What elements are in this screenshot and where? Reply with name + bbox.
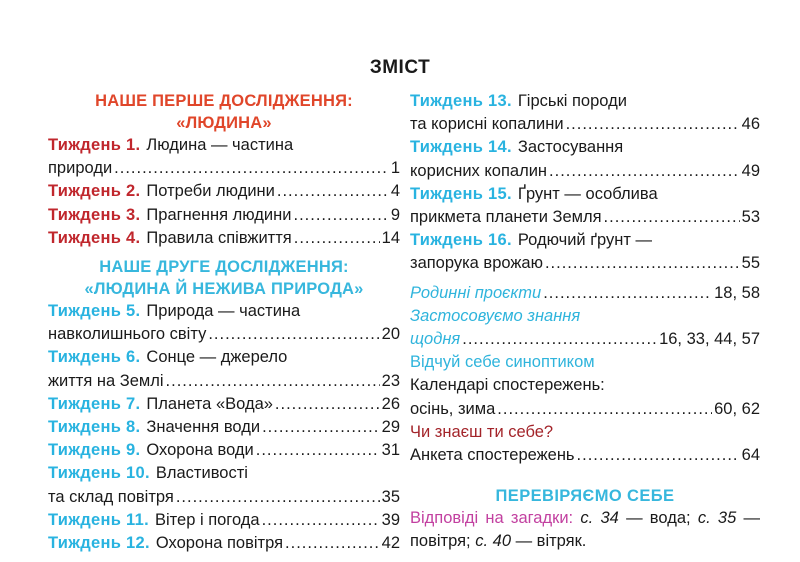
leader-dots — [294, 227, 380, 250]
entry-title: Властивості — [155, 464, 248, 483]
toc-entry-week-4[interactable] — [48, 227, 400, 250]
page-numbers: 18, 58 — [714, 283, 760, 302]
leader-dots — [277, 180, 389, 203]
toc-entry-week-10[interactable] — [48, 462, 400, 508]
page-number: 9 — [390, 205, 400, 224]
leader-dots — [293, 204, 388, 227]
entry-title: Потреби людини — [146, 182, 275, 201]
toc-entry-family-projects[interactable] — [410, 282, 760, 305]
entry-title: Відчуй себе синоптиком — [410, 353, 595, 372]
toc-entry-week-5[interactable] — [48, 300, 400, 346]
week-label: Тиждень 12. — [48, 534, 150, 553]
week-label: Тиждень 4. — [48, 228, 141, 247]
entry-title-cont: природи — [48, 159, 113, 178]
page-number: 1 — [390, 159, 400, 178]
toc-entry-week-13[interactable] — [410, 90, 760, 136]
entry-title-cont: запорука врожаю — [410, 254, 543, 273]
toc-entry-week-16[interactable] — [410, 229, 760, 275]
toc-entry-week-15[interactable] — [410, 183, 760, 229]
entry-title: Сонце — джерело — [146, 348, 288, 367]
entry-title: Ґрунт — особлива — [517, 184, 658, 203]
section-heading-1-line1: НАШЕ ПЕРШЕ ДОСЛІДЖЕННЯ: — [95, 92, 353, 110]
page-number: 4 — [390, 182, 400, 201]
toc-left-column — [48, 90, 400, 555]
answers-label: Відповіді на загадки: — [410, 509, 574, 528]
week-label: Тиждень 8. — [48, 418, 141, 437]
page-number: 64 — [741, 446, 760, 465]
entry-title: Правила співжиття — [146, 228, 292, 247]
entry-title: Значення води — [146, 418, 261, 437]
leader-dots — [604, 206, 740, 229]
leader-dots — [497, 398, 712, 421]
leader-dots — [462, 328, 657, 351]
leader-dots — [166, 370, 380, 393]
toc-entry-calendars[interactable] — [410, 374, 760, 420]
leader-dots — [208, 323, 379, 346]
toc-entry-week-8[interactable] — [48, 416, 400, 439]
toc-entry-survey[interactable] — [410, 444, 760, 467]
section-heading-2-line2: «ЛЮДИНА Й НЕЖИВА ПРИРОДА» — [84, 280, 364, 299]
leader-dots — [577, 444, 740, 467]
week-label: Тиждень 16. — [410, 231, 512, 250]
entry-title-cont: та склад повітря — [48, 487, 174, 506]
toc-right-column — [410, 90, 760, 554]
answer-3: — вітряк. — [515, 532, 587, 551]
toc-entry-week-11[interactable] — [48, 509, 400, 532]
check-yourself-heading: ПЕРЕВІРЯЄМО СЕБЕ — [495, 487, 675, 506]
entry-title: Родючий ґрунт — — [517, 231, 653, 250]
page-numbers: 16, 33, 44, 57 — [659, 330, 760, 349]
entry-title-cont: навколишнього світу — [48, 325, 207, 344]
page-number: 31 — [381, 441, 400, 460]
leader-dots — [545, 252, 740, 275]
page-number: 29 — [381, 418, 400, 437]
entry-title: Гірські породи — [517, 92, 627, 110]
entry-title: Природа — частина — [146, 302, 301, 321]
entry-title: Календарі спостережень: — [410, 376, 605, 395]
entry-title: Охорона води — [146, 441, 254, 460]
entry-title: Застосовуємо знання — [410, 306, 581, 325]
answer-2: — повітря; — [410, 509, 761, 551]
toc-entry-week-9[interactable] — [48, 439, 400, 462]
toc-entry-apply-knowledge[interactable] — [410, 305, 760, 351]
leader-dots — [176, 486, 380, 509]
page-number: 26 — [381, 394, 400, 413]
page-title: ЗМІСТ — [369, 57, 431, 78]
toc-entry-week-6[interactable] — [48, 346, 400, 392]
page-number: 23 — [381, 371, 400, 390]
entry-title: Застосування — [517, 138, 624, 157]
entry-title-cont: корисних копалин — [410, 161, 548, 180]
entry-title: Вітер і погода — [154, 510, 260, 529]
leader-dots — [285, 532, 380, 555]
week-label: Тиждень 10. — [48, 464, 150, 483]
entry-title-cont: прикмета планети Земля — [410, 208, 602, 227]
toc-entry-know-yourself[interactable] — [410, 421, 760, 444]
entry-title: Прагнення людини — [146, 205, 292, 224]
entry-title: Чи знаєш ти себе? — [410, 422, 554, 441]
entry-title: Охорона повітря — [155, 534, 284, 553]
week-label: Тиждень 3. — [48, 205, 141, 224]
week-label: Тиждень 1. — [48, 136, 141, 154]
week-label: Тиждень 2. — [48, 182, 141, 201]
toc-entry-synoptic[interactable] — [410, 351, 760, 374]
leader-dots — [114, 157, 389, 180]
toc-entry-week-14[interactable] — [410, 136, 760, 182]
page-number: 14 — [381, 228, 400, 247]
week-label: Тиждень 5. — [48, 302, 141, 321]
toc-entry-week-12[interactable] — [48, 532, 400, 555]
page-number: 42 — [381, 534, 400, 553]
entry-title-cont: життя на Землі — [48, 371, 164, 390]
leader-dots — [262, 416, 380, 439]
section-heading-1 — [48, 90, 400, 134]
toc-entry-week-3[interactable] — [48, 204, 400, 227]
page-number: 35 — [381, 487, 400, 506]
answer-ref-3: с. 40 — [475, 532, 511, 551]
entry-title-cont: щодня — [410, 330, 461, 349]
week-label: Тиждень 13. — [410, 92, 512, 110]
leader-dots — [543, 282, 712, 305]
entry-title: Планета «Вода» — [146, 394, 273, 413]
week-label: Тиждень 7. — [48, 394, 141, 413]
toc-entry-week-7[interactable] — [48, 393, 400, 416]
leader-dots — [275, 393, 380, 416]
section-heading-2 — [48, 256, 400, 300]
page-numbers: 60, 62 — [714, 399, 760, 418]
leader-dots — [256, 439, 380, 462]
section-heading-2-line1: НАШЕ ДРУГЕ ДОСЛІДЖЕННЯ: — [99, 258, 349, 277]
week-label: Тиждень 11. — [48, 510, 149, 529]
page-number: 53 — [741, 208, 760, 227]
page-number: 55 — [741, 254, 760, 273]
entry-title-cont: та корисні копалини — [410, 115, 564, 134]
week-label: Тиждень 9. — [48, 441, 141, 460]
page-number: 49 — [741, 161, 760, 180]
week-label: Тиждень 14. — [410, 138, 512, 157]
entry-title: Людина — частина — [146, 136, 294, 154]
leader-dots — [262, 509, 380, 532]
answer-1: — вода; — [626, 509, 691, 528]
week-label: Тиждень 15. — [410, 184, 512, 203]
section-heading-1-line2: «ЛЮДИНА» — [176, 114, 272, 132]
page-number: 39 — [381, 510, 400, 529]
answer-ref-1: с. 34 — [580, 509, 619, 528]
week-label: Тиждень 6. — [48, 348, 141, 367]
entry-title: Анкета спостережень — [410, 446, 575, 465]
page-number: 46 — [741, 115, 760, 134]
riddle-answers — [410, 507, 760, 553]
leader-dots — [549, 160, 740, 183]
answer-ref-2: с. 35 — [697, 509, 737, 528]
leader-dots — [566, 113, 740, 136]
toc-entry-week-2[interactable] — [48, 180, 400, 203]
page-number: 20 — [381, 325, 400, 344]
entry-title-cont: осінь, зима — [410, 399, 496, 418]
toc-entry-week-1[interactable] — [48, 134, 400, 180]
entry-title: Родинні проєкти — [410, 283, 542, 302]
